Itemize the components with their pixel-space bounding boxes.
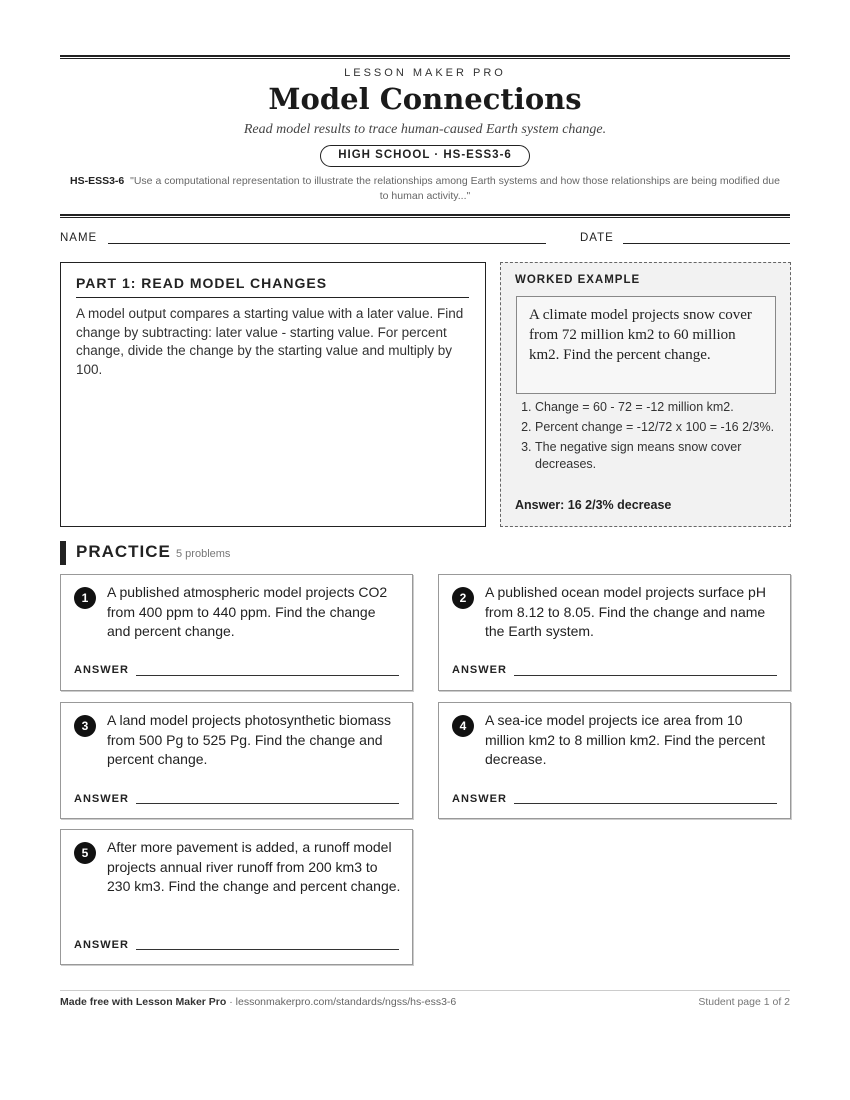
page-indicator: Student page 1 of 2	[698, 996, 790, 1008]
answer-field[interactable]	[514, 803, 777, 804]
practice-title: PRACTICE	[76, 542, 171, 561]
problem-card-1	[60, 574, 413, 691]
answer-field[interactable]	[514, 675, 777, 676]
problem-number-badge: 3	[74, 715, 96, 737]
problem-number-badge: 5	[74, 842, 96, 864]
part1-instructions: A model output compares a starting value with a later value. Find change by subtracting: later value - starting value. For percent change, divide the change by the starting value and multiply by 100.	[76, 306, 464, 377]
answer-field[interactable]	[136, 803, 399, 804]
footer-credit	[60, 996, 456, 1008]
problem-number-badge: 4	[452, 715, 474, 737]
answer-label: ANSWER	[74, 664, 129, 676]
brand-name: LESSON MAKER PRO	[344, 67, 506, 79]
answer-field[interactable]	[136, 949, 399, 950]
standard-text: "Use a computational representation to illustrate the relationships among Earth systems and how those relationships are being modified due to human activity..."	[130, 175, 780, 202]
footer-rule	[60, 990, 790, 991]
name-field[interactable]	[108, 243, 546, 244]
problem-text: After more pavement is added, a runoff model projects annual river runoff from 200 km3 to 230 km3. Find the change and percent change.	[107, 839, 401, 894]
problem-text: A land model projects photosynthetic biomass from 500 Pg to 525 Pg. Find the change and percent change.	[107, 712, 392, 767]
worked-example-steps	[515, 399, 777, 476]
worked-example-panel	[500, 262, 791, 527]
standard-code: HS-ESS3-6	[70, 175, 125, 187]
answer-label: ANSWER	[74, 939, 129, 951]
problem-card-5	[60, 829, 413, 965]
answer-field[interactable]	[136, 675, 399, 676]
footer-made-with: Made free with Lesson Maker Pro	[60, 996, 227, 1008]
answer-label: ANSWER	[452, 664, 507, 676]
practice-accent-bar	[60, 541, 66, 565]
page-title: Model Connections	[268, 82, 582, 116]
problem-text: A published ocean model projects surface pH from 8.12 to 8.05. Find the change and name the Earth system.	[485, 584, 766, 639]
problem-card-2	[438, 574, 791, 691]
name-label: NAME	[60, 232, 98, 244]
part1-panel	[60, 262, 486, 527]
header-top-rule	[60, 55, 790, 59]
header-bottom-rule	[60, 214, 790, 218]
problem-number-badge: 1	[74, 587, 96, 609]
answer-label: ANSWER	[452, 793, 507, 805]
worked-example-answer: Answer: 16 2/3% decrease	[515, 498, 672, 512]
grade-standard-badge: HIGH SCHOOL · HS-ESS3-6	[320, 145, 530, 167]
practice-count: 5 problems	[176, 548, 231, 560]
part1-title: PART 1: READ MODEL CHANGES	[76, 275, 469, 298]
page-subtitle: Read model results to trace human-caused Earth system change.	[243, 122, 607, 137]
date-field[interactable]	[623, 243, 790, 244]
problem-number-badge: 2	[452, 587, 474, 609]
date-label: DATE	[580, 232, 614, 244]
standard-description	[70, 174, 780, 204]
answer-label: ANSWER	[74, 793, 129, 805]
worked-step: 2. Percent change = -12/72 x 100 = -16 2/3%.	[535, 419, 777, 436]
problem-text: A published atmospheric model projects CO2 from 400 ppm to 440 ppm. Find the change and percent change.	[107, 584, 388, 639]
problem-card-3	[60, 702, 413, 819]
worked-step: 1. Change = 60 - 72 = -12 million km2.	[535, 399, 777, 416]
problem-card-4	[438, 702, 791, 819]
worked-example-label: WORKED EXAMPLE	[515, 274, 641, 286]
worked-step: 3. The negative sign means snow cover decreases.	[535, 439, 777, 473]
footer-url[interactable]: · lessonmakerpro.com/standards/ngss/hs-ess3-6	[226, 996, 457, 1008]
problem-text: A sea-ice model projects ice area from 10 million km2 to 8 million km2. Find the percent decrease.	[485, 712, 766, 767]
worked-example-problem: A climate model projects snow cover from 72 million km2 to 60 million km2. Find the percent change.	[516, 296, 776, 394]
